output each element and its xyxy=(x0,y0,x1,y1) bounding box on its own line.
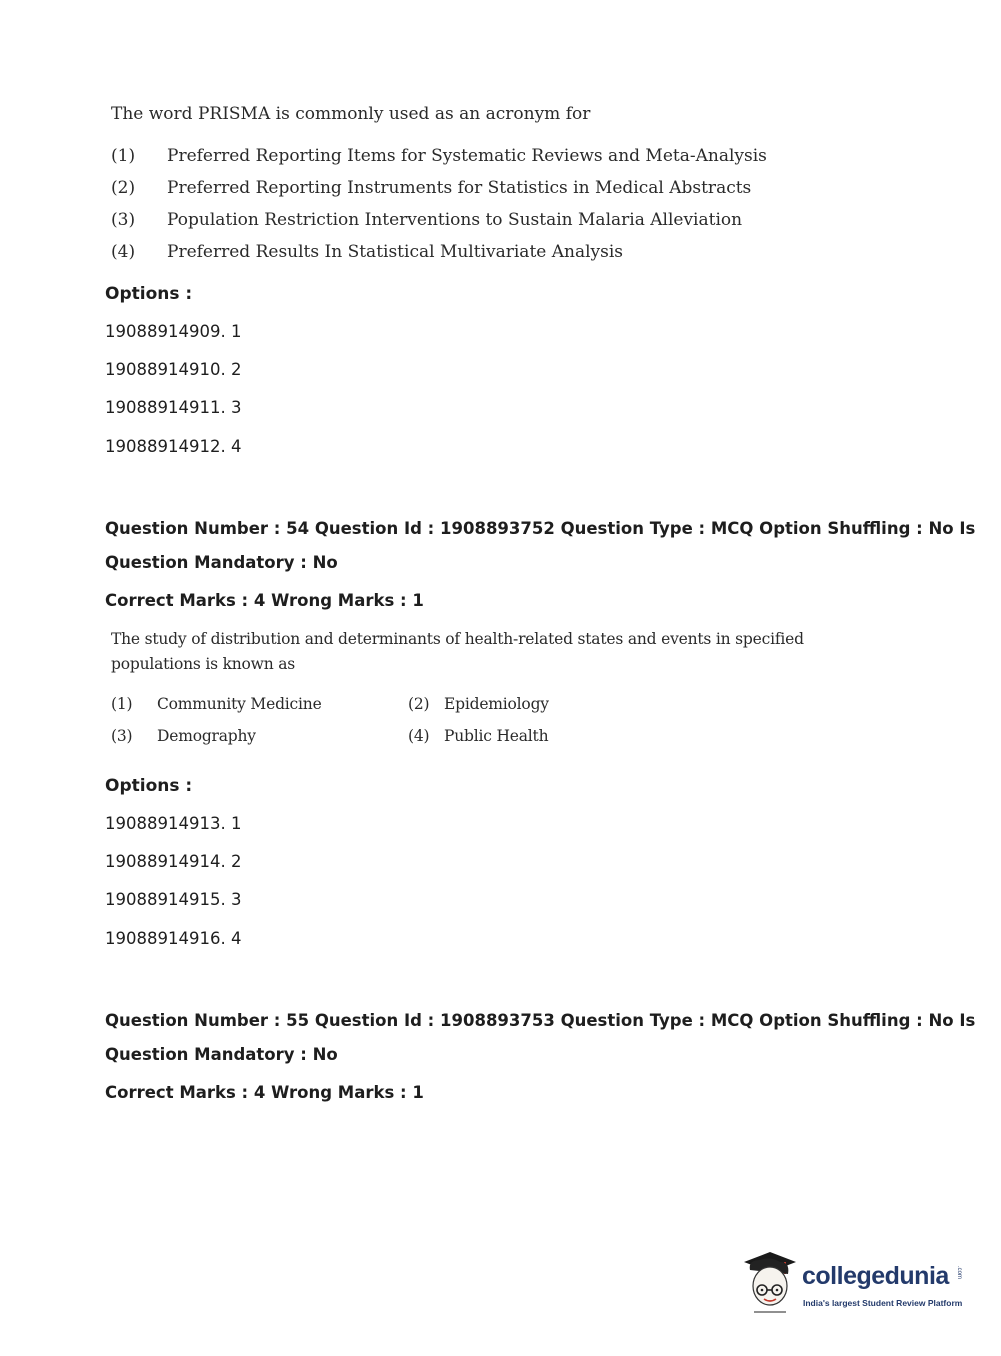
q54-choice-3-text: Demography xyxy=(157,727,256,745)
q54-option-1: 19088914913. 1 xyxy=(105,814,242,833)
q54-marks: Correct Marks : 4 Wrong Marks : 1 xyxy=(105,591,424,610)
q54-choice-4-text: Public Health xyxy=(444,727,549,745)
q54-option-4: 19088914916. 4 xyxy=(105,929,242,948)
q54-option-3: 19088914915. 3 xyxy=(105,890,242,909)
collegedunia-logo xyxy=(740,1248,970,1318)
q53-choice-4-number: (4) xyxy=(111,242,136,262)
q54-option-2: 19088914914. 2 xyxy=(105,852,242,871)
q53-choice-3-text: Population Restriction Interventions to Sustain Malaria Alleviation xyxy=(167,210,743,230)
q54-choice-3-number: (3) xyxy=(111,727,133,745)
q54-choice-1-number: (1) xyxy=(111,695,133,713)
q55-meta-line1: Question Number : 55 Question Id : 1908893753 Question Type : MCQ Option Shuffling : No Is xyxy=(105,1011,976,1030)
q54-stem-line1: The study of distribution and determinants of health-related states and events in specified xyxy=(111,630,804,648)
q54-choice-2-text: Epidemiology xyxy=(444,695,549,713)
q54-choice-4-number: (4) xyxy=(408,727,430,745)
q53-choice-3-number: (3) xyxy=(111,210,136,230)
student-mascot-icon xyxy=(740,1248,800,1314)
q53-choice-4-text: Preferred Results In Statistical Multivariate Analysis xyxy=(167,242,624,262)
q53-option-1: 19088914909. 1 xyxy=(105,322,242,341)
q54-meta-line2: Question Mandatory : No xyxy=(105,553,338,572)
q53-choice-1-number: (1) xyxy=(111,146,136,166)
logo-domain-suffix: .com xyxy=(956,1266,962,1280)
q55-marks: Correct Marks : 4 Wrong Marks : 1 xyxy=(105,1083,424,1102)
q54-options-label: Options : xyxy=(105,776,193,796)
q53-option-2: 19088914910. 2 xyxy=(105,360,242,379)
logo-wordmark: collegedunia xyxy=(802,1262,949,1290)
q53-choice-2-number: (2) xyxy=(111,178,136,198)
q55-meta-line2: Question Mandatory : No xyxy=(105,1045,338,1064)
q54-meta-line1: Question Number : 54 Question Id : 1908893752 Question Type : MCQ Option Shuffling : No Is xyxy=(105,519,976,538)
logo-tagline: India's largest Student Review Platform xyxy=(803,1298,963,1308)
q53-options-label: Options : xyxy=(105,284,193,304)
q54-choice-1-text: Community Medicine xyxy=(157,695,322,713)
q53-option-3: 19088914911. 3 xyxy=(105,398,242,417)
q53-option-4: 19088914912. 4 xyxy=(105,437,242,456)
q54-choice-2-number: (2) xyxy=(408,695,430,713)
q53-choice-1-text: Preferred Reporting Items for Systematic Reviews and Meta-Analysis xyxy=(167,146,767,166)
q54-stem-line2: populations is known as xyxy=(111,655,296,673)
q53-choice-2-text: Preferred Reporting Instruments for Statistics in Medical Abstracts xyxy=(167,178,752,198)
q53-stem: The word PRISMA is commonly used as an acronym for xyxy=(111,104,591,124)
